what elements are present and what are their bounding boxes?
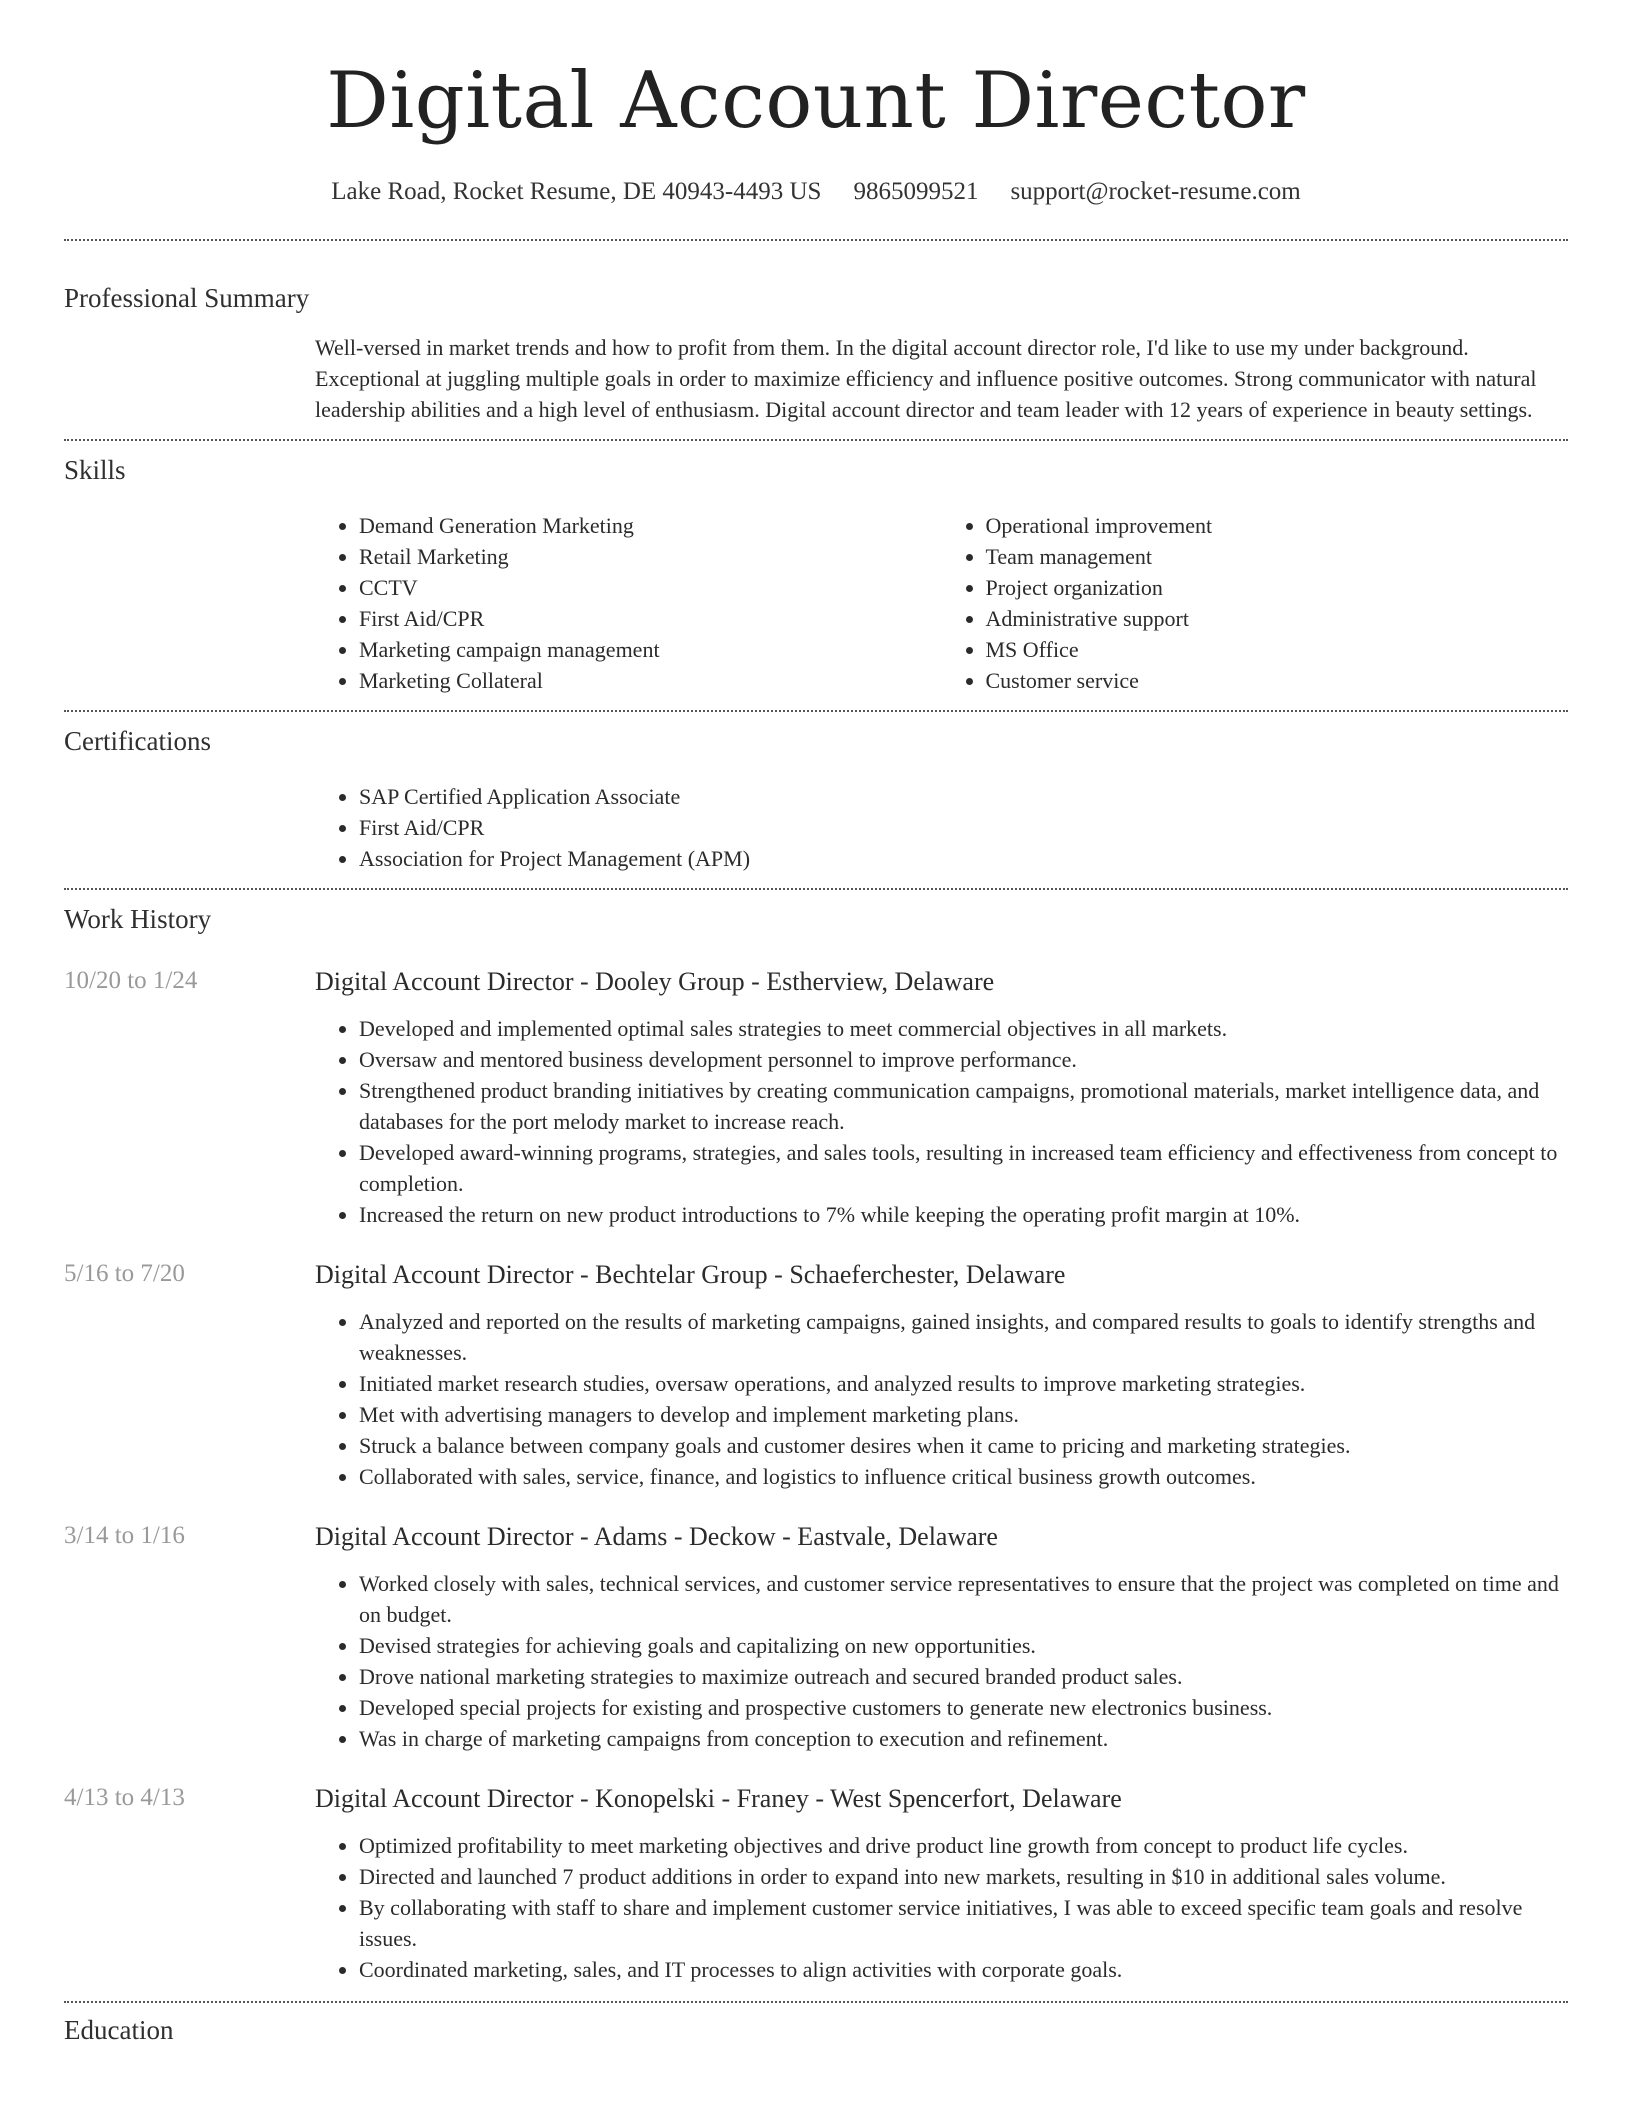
skill-item: • Project organization	[986, 572, 1569, 603]
job-bullet: • Was in charge of marketing campaigns from conception to execution and refinement.	[359, 1723, 1568, 1754]
job-dates: 3/14 to 1/16	[64, 1522, 185, 1549]
education-section	[0, 2003, 1632, 2046]
skill-item: • Administrative support	[986, 603, 1569, 634]
certification-item: • First Aid/CPR	[359, 812, 1568, 843]
job-title: Digital Account Director - Konopelski - Franey - West Spencerfort, Delaware	[315, 1784, 1122, 1813]
job-bullet: • Increased the return on new product introductions to 7% while keeping the operating profit margin at 10%.	[359, 1199, 1568, 1230]
skill-item: • Marketing campaign management	[359, 634, 942, 665]
job-bullets	[315, 1306, 1568, 1492]
skill-item: • Customer service	[986, 665, 1569, 696]
job-dates: 5/16 to 7/20	[64, 1260, 185, 1287]
resume-header	[0, 0, 1632, 206]
job-bullet: • Oversaw and mentored business development personnel to improve performance.	[359, 1044, 1568, 1075]
section-title-summary: Professional Summary	[64, 283, 310, 313]
skill-item: • Retail Marketing	[359, 541, 942, 572]
job-details	[315, 1782, 1568, 1985]
job-entry	[64, 1520, 1568, 1754]
job-bullet: • Optimized profitability to meet marketing objectives and drive product line growth from concept to product life cycles.	[359, 1830, 1568, 1861]
contact-line	[0, 178, 1632, 206]
job-title: Digital Account Director - Dooley Group - Estherview, Delaware	[315, 967, 995, 996]
skill-item: • CCTV	[359, 572, 942, 603]
skills-column-left	[315, 510, 942, 696]
job-bullet: • Initiated market research studies, oversaw operations, and analyzed results to improve marketing strategies.	[359, 1368, 1568, 1399]
job-entry	[64, 965, 1568, 1230]
section-title-skills: Skills	[64, 455, 126, 485]
skills-list	[315, 510, 1568, 696]
skill-item: • Operational improvement	[986, 510, 1569, 541]
contact-address: Lake Road, Rocket Resume, DE 40943-4493 US	[331, 178, 822, 205]
job-details	[315, 1258, 1568, 1492]
job-bullet: • Struck a balance between company goals and customer desires when it came to pricing and marketing strategies.	[359, 1430, 1568, 1461]
job-title: Digital Account Director - Adams - Deckow - Eastvale, Delaware	[315, 1522, 998, 1551]
job-dates: 10/20 to 1/24	[64, 967, 198, 994]
certifications-section	[0, 712, 1632, 874]
job-bullet: • Drove national marketing strategies to maximize outreach and secured branded product sales.	[359, 1661, 1568, 1692]
certification-item: • SAP Certified Application Associate	[359, 781, 1568, 812]
job-title: Digital Account Director - Bechtelar Group - Schaeferchester, Delaware	[315, 1260, 1066, 1289]
contact-email: support@rocket-resume.com	[1010, 178, 1301, 205]
section-title-certifications: Certifications	[64, 726, 211, 756]
job-bullets	[315, 1013, 1568, 1230]
job-details	[315, 965, 1568, 1230]
job-dates: 4/13 to 4/13	[64, 1784, 185, 1811]
skills-column-right	[942, 510, 1569, 696]
job-bullet: • Met with advertising managers to develop and implement marketing plans.	[359, 1399, 1568, 1430]
job-bullet: • Developed special projects for existing and prospective customers to generate new electronics business.	[359, 1692, 1568, 1723]
job-bullet: • Coordinated marketing, sales, and IT processes to align activities with corporate goals.	[359, 1954, 1568, 1985]
job-bullet: • Worked closely with sales, technical services, and customer service representatives to ensure that the project was completed on time and on budget.	[359, 1568, 1568, 1630]
resume-name: Digital Account Director	[326, 56, 1306, 146]
job-entry	[64, 1782, 1568, 1985]
job-bullet: • Collaborated with sales, service, finance, and logistics to influence critical business growth outcomes.	[359, 1461, 1568, 1492]
skill-item: • Demand Generation Marketing	[359, 510, 942, 541]
job-entry	[64, 1258, 1568, 1492]
skill-item: • First Aid/CPR	[359, 603, 942, 634]
job-bullet: • Developed and implemented optimal sales strategies to meet commercial objectives in all markets.	[359, 1013, 1568, 1044]
section-title-education: Education	[64, 2015, 174, 2045]
skills-section	[0, 441, 1632, 696]
section-title-work-history: Work History	[64, 904, 212, 934]
skill-item: • Marketing Collateral	[359, 665, 942, 696]
job-bullet: • Developed award-winning programs, strategies, and sales tools, resulting in increased team efficiency and effectiveness from concept to completion.	[359, 1137, 1568, 1199]
job-bullet: • By collaborating with staff to share and implement customer service initiatives, I was able to exceed specific team goals and resolve issues.	[359, 1892, 1568, 1954]
job-bullet: • Strengthened product branding initiatives by creating communication campaigns, promotional materials, market intelligence data, and databases for the port melody market to increase reach.	[359, 1075, 1568, 1137]
job-bullet: • Devised strategies for achieving goals and capitalizing on new opportunities.	[359, 1630, 1568, 1661]
skill-item: • MS Office	[986, 634, 1569, 665]
summary-text: Well-versed in market trends and how to profit from them. In the digital account director role, I'd like to use my under background. Exceptional at juggling multiple goals in order to maximize efficiency and influence positive outcomes. Strong communicator with natural leadership abilities and a high level of enthusiasm. Digital account director and team leader with 12 years of experience in beauty settings.	[315, 335, 1537, 422]
skill-item: • Team management	[986, 541, 1569, 572]
job-bullet: • Analyzed and reported on the results of marketing campaigns, gained insights, and compared results to goals to identify strengths and weaknesses.	[359, 1306, 1568, 1368]
job-bullets	[315, 1830, 1568, 1985]
certification-item: • Association for Project Management (APM)	[359, 843, 1568, 874]
summary-section	[0, 241, 1632, 425]
work-history-section	[0, 890, 1632, 1985]
job-bullet: • Directed and launched 7 product additions in order to expand into new markets, resulting in $10 in additional sales volume.	[359, 1861, 1568, 1892]
contact-phone: 9865099521	[853, 178, 979, 205]
job-bullets	[315, 1568, 1568, 1754]
certifications-list	[315, 781, 1568, 874]
job-details	[315, 1520, 1568, 1754]
